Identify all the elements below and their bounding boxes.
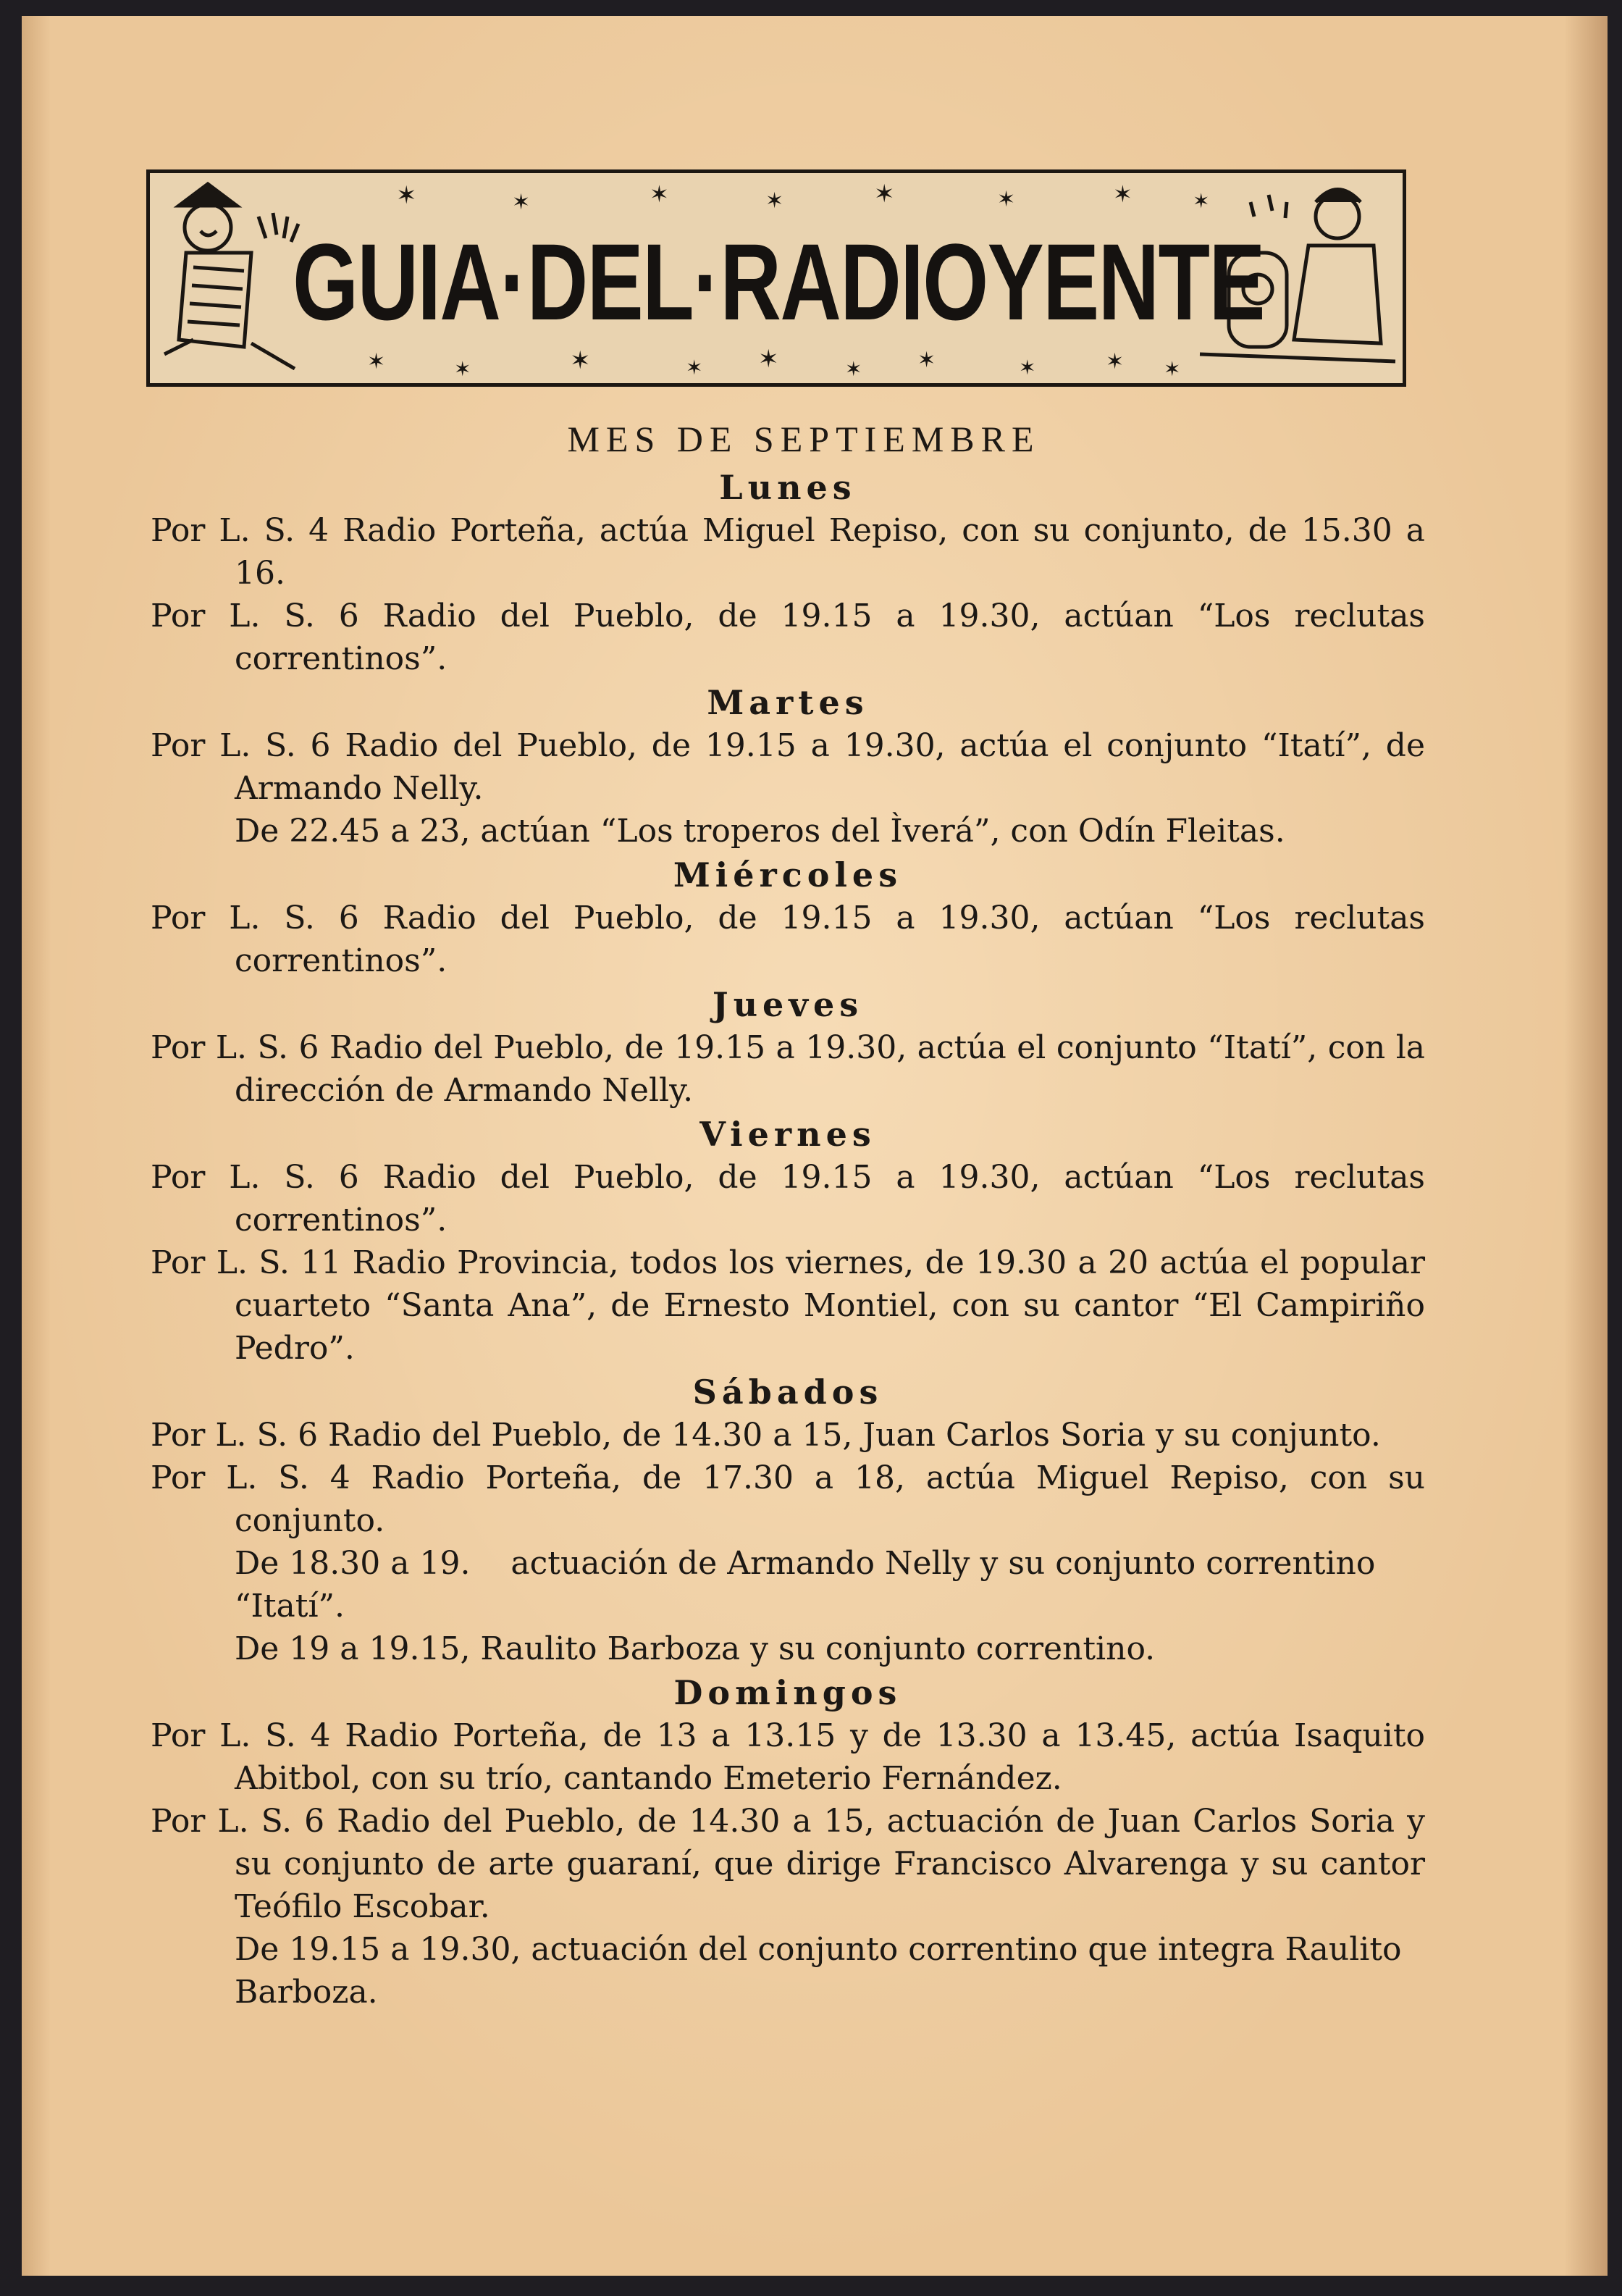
schedule-entry: Por L. S. 6 Radio del Pueblo, de 19.15 a 19.30, actúan “Los reclutas correntinos”. (151, 598, 1425, 677)
schedule-entry: Por L. S. 4 Radio Porteña, de 13 a 13.15 y de 13.30 a 13.45, actúa Isaquito Abitbol, con su trío, cantando Emeterio Fernández. (151, 1717, 1425, 1797)
svg-text:✶: ✶ (1106, 349, 1125, 374)
schedule-entry: Por L. S. 4 Radio Porteña, de 17.30 a 18, actúa Miguel Repiso, con su conjunto. (151, 1459, 1425, 1539)
schedule-entry: Por L. S. 6 Radio del Pueblo, de 19.15 a 19.30, actúa el conjunto “Itatí”, de Armando Nelly. (151, 727, 1425, 807)
svg-text:✶: ✶ (367, 349, 386, 374)
schedule-entry: Por L. S. 4 Radio Porteña, actúa Miguel Repiso, con su conjunto, de 15.30 a 16. (151, 512, 1425, 592)
schedule-entry: Por L. S. 6 Radio del Pueblo, de 19.15 a 19.30, actúan “Los reclutas correntinos”. (151, 900, 1425, 979)
svg-text:✶: ✶ (758, 345, 779, 374)
day-heading-jueves: Jueves (712, 985, 864, 1024)
svg-text:✶: ✶ (845, 357, 862, 381)
svg-text:✶: ✶ (512, 190, 531, 215)
banner-title: GUIA·DEL·RADIOYENTE (293, 221, 1264, 343)
svg-text:✶: ✶ (1193, 189, 1210, 213)
svg-text:✶: ✶ (917, 348, 936, 373)
svg-text:✶: ✶ (1164, 357, 1181, 381)
schedule-continuation: De 19.15 a 19.30, actuación del conjunto correntino que integra Raulito Barboza. (235, 1931, 1402, 2011)
day-heading-martes: Martes (707, 683, 869, 722)
schedule-continuation: De 22.45 a 23, actúan “Los troperos del Ìverá”, con Odín Fleitas. (235, 813, 1285, 850)
schedule-entry: Por L. S. 6 Radio del Pueblo, de 19.15 a 19.30, actúa el conjunto “Itatí”, con la dirección de Armando Nelly. (151, 1029, 1425, 1109)
svg-text:✶: ✶ (997, 187, 1016, 212)
schedule-entry: Por L. S. 6 Radio del Pueblo, de 19.15 a 19.30, actúan “Los reclutas correntinos”. (151, 1159, 1425, 1239)
accordion-player-illustration (164, 184, 298, 369)
svg-text:✶: ✶ (570, 346, 591, 375)
svg-text:✶: ✶ (454, 357, 471, 381)
svg-text:✶: ✶ (686, 356, 703, 380)
svg-text:✶: ✶ (650, 180, 669, 208)
month-heading: MES DE SEPTIEMBRE (567, 419, 1041, 459)
day-heading-sabados: Sábados (692, 1373, 883, 1412)
page (22, 16, 1608, 2276)
schedule (151, 465, 1425, 2014)
svg-text:✶: ✶ (874, 180, 895, 209)
banner (146, 169, 1406, 387)
schedule-entry: Por L. S. 11 Radio Provincia, todos los viernes, de 19.30 a 20 actúa el popular cuarteto “Santa Ana”, de Ernesto Montiel, con su cantor “El Campiriño Pedro”. (151, 1244, 1425, 1367)
day-heading-viernes: Viernes (699, 1115, 876, 1154)
schedule-entry: Por L. S. 6 Radio del Pueblo, de 14.30 a 15, Juan Carlos Soria y su conjunto. (151, 1417, 1381, 1454)
schedule-continuation: De 19 a 19.15, Raulito Barboza y su conjunto correntino. (235, 1630, 1156, 1667)
svg-text:✶: ✶ (396, 181, 417, 210)
svg-text:✶: ✶ (1019, 356, 1036, 380)
day-heading-miercoles: Miércoles (673, 855, 903, 894)
schedule-continuation: De 18.30 a 19. actuación de Armando Nelly y su conjunto correntino “Itatí”. (235, 1545, 1386, 1625)
svg-text:✶: ✶ (1113, 180, 1133, 208)
schedule-entry: Por L. S. 6 Radio del Pueblo, de 14.30 a 15, actuación de Juan Carlos Soria y su conjunto de arte guaraní, que dirige Francisco Alvarenga y su cantor Teófilo Escobar. (151, 1803, 1425, 1925)
day-heading-domingos: Domingos (673, 1673, 902, 1712)
day-heading-lunes: Lunes (719, 468, 857, 507)
svg-text:✶: ✶ (765, 188, 784, 214)
